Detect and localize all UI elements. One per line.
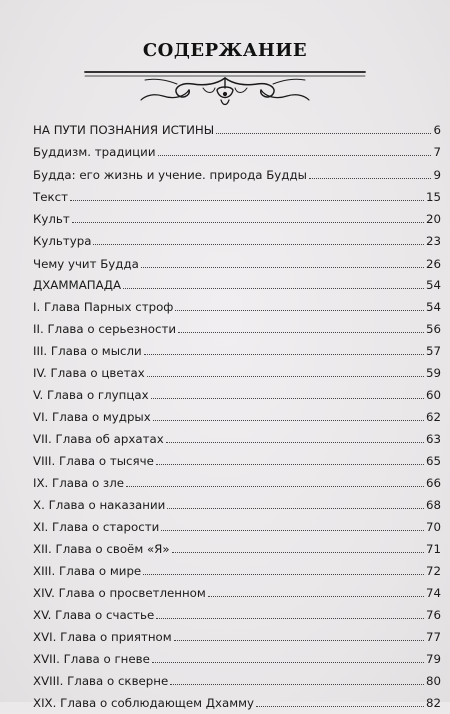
dot-leader: [126, 485, 424, 487]
toc-entry-title: IX. Глава о зле: [33, 476, 124, 490]
dot-leader: [123, 287, 424, 289]
toc-entry-page: 9: [433, 167, 441, 182]
dot-leader: [309, 177, 432, 179]
toc-entry-page: 15: [425, 189, 441, 204]
toc-entry: [33, 340, 441, 362]
toc-entry-title: XVII. Глава о гневе: [33, 652, 150, 666]
toc-entry-title: XII. Глава о своём «Я»: [33, 542, 170, 556]
toc-entry-title: Культура: [33, 234, 92, 249]
toc-entry-page: 6: [433, 123, 441, 137]
toc-entry: [33, 648, 441, 670]
toc-section-intro: [33, 119, 441, 275]
toc-entry: [33, 626, 441, 648]
dot-leader: [156, 463, 424, 465]
toc-entry-page: 76: [425, 608, 441, 622]
dot-leader: [156, 617, 424, 619]
toc-entry-page: 56: [425, 322, 441, 336]
dot-leader: [216, 132, 431, 134]
dot-leader: [141, 266, 424, 268]
toc-entry: [33, 560, 441, 582]
toc-entry: [33, 604, 441, 626]
toc-entry-title: XIX. Глава о соблюдающем Дхамму: [33, 696, 254, 710]
toc-entry-page: 79: [425, 652, 441, 666]
dot-leader: [144, 353, 424, 355]
toc-entry-title: III. Глава о мысли: [33, 344, 142, 358]
dot-leader: [70, 199, 424, 201]
dot-leader: [151, 397, 424, 399]
toc-entry-title: IV. Глава о цветах: [33, 366, 145, 380]
toc-entry: [33, 141, 441, 163]
toc-entry-page: 72: [425, 564, 441, 578]
toc-entry-title: V. Глава о глупцах: [33, 388, 149, 402]
toc-entry-page: 23: [425, 234, 441, 249]
toc-entry: [33, 208, 441, 230]
toc-entry-page: 80: [425, 674, 441, 688]
toc-entry: [33, 230, 441, 252]
dot-leader: [178, 331, 424, 333]
toc-entry-page: 74: [425, 586, 441, 600]
toc-entry-title: Буддизм. традиции: [33, 145, 156, 160]
toc-entry-page: 68: [425, 498, 441, 512]
toc-entry-title: Культ: [33, 212, 70, 227]
toc-entry: [33, 362, 441, 384]
toc-entry: [33, 582, 441, 604]
toc-entry-title: XIII. Глава о мире: [33, 564, 142, 578]
toc-entry-title: XVIII. Глава о скверне: [33, 674, 169, 688]
ornament-divider-icon: [85, 66, 365, 110]
dot-leader: [174, 639, 424, 641]
toc-entry: [33, 296, 441, 318]
toc-entry-title: Будда: его жизнь и учение. природа Будды: [33, 167, 307, 182]
dot-leader: [256, 705, 424, 707]
toc-entry-page: 7: [433, 145, 441, 160]
toc-entry: [33, 692, 441, 714]
page-title: СОДЕРЖАНИЕ: [142, 40, 308, 61]
toc-entry-page: 77: [425, 630, 441, 644]
dot-leader: [152, 661, 424, 663]
toc-entry: [33, 318, 441, 340]
dot-leader: [175, 309, 424, 311]
toc-entry: [33, 119, 441, 141]
dot-leader: [153, 419, 424, 421]
dot-leader: [161, 529, 424, 531]
toc-entry-page: 82: [425, 696, 441, 710]
toc-entry-title: XIV. Глава о просветленном: [33, 586, 206, 600]
toc-section-dhammapada: [33, 274, 441, 714]
toc-entry-title: VII. Глава об архатах: [33, 432, 164, 446]
toc-entry-title: XI. Глава о старости: [33, 520, 160, 534]
toc-entry: [33, 274, 441, 296]
dot-leader: [172, 551, 424, 553]
toc-entry: [33, 450, 441, 472]
dot-leader: [158, 154, 432, 156]
toc-entry: [33, 164, 441, 186]
toc-entry: [33, 494, 441, 516]
toc-entry-page: 71: [425, 542, 441, 556]
toc-entry-page: 60: [425, 388, 441, 402]
toc-entry-page: 26: [425, 256, 441, 271]
toc-entry-title: Текст: [33, 189, 68, 204]
toc-entry-page: 20: [425, 212, 441, 227]
toc-entry: [33, 253, 441, 275]
toc-entry-page: 54: [425, 278, 441, 292]
toc-entry-title: VIII. Глава о тысяче: [33, 454, 154, 468]
toc-entry: [33, 384, 441, 406]
toc-entry: [33, 670, 441, 692]
dot-leader: [170, 683, 424, 685]
toc-entry-title: ДХАММАПАДА: [33, 278, 122, 292]
toc-entry-title: Чему учит Будда: [33, 256, 139, 271]
toc-entry-page: 63: [425, 432, 441, 446]
toc-entry-title: II. Глава о серьезности: [33, 322, 176, 336]
toc-entry-page: 57: [425, 344, 441, 358]
toc-entry: [33, 538, 441, 560]
toc-entry-title: XVI. Глава о приятном: [33, 630, 172, 644]
toc-entry-page: 66: [425, 476, 441, 490]
toc-entry: [33, 406, 441, 428]
toc-entry: [33, 428, 441, 450]
dot-leader: [143, 573, 424, 575]
toc-entry-title: I. Глава Парных строф: [33, 300, 174, 314]
toc-entry-page: 62: [425, 410, 441, 424]
toc-entry-page: 54: [425, 300, 441, 314]
toc-entry: [33, 472, 441, 494]
toc-entry-title: VI. Глава о мудрых: [33, 410, 151, 424]
toc-entry: [33, 186, 441, 208]
dot-leader: [166, 441, 424, 443]
dot-leader: [167, 507, 424, 509]
toc-entry-title: НА ПУТИ ПОЗНАНИЯ ИСТИНЫ: [33, 123, 215, 137]
dot-leader: [208, 595, 424, 597]
toc-entry-page: 65: [425, 454, 441, 468]
dot-leader: [72, 221, 424, 223]
dot-leader: [147, 375, 424, 377]
toc-entry-title: XV. Глава о счастье: [33, 608, 155, 622]
toc-entry-page: 59: [425, 366, 441, 380]
toc-entry-title: X. Глава о наказании: [33, 498, 166, 512]
toc-entry: [33, 516, 441, 538]
toc-entry-page: 70: [425, 520, 441, 534]
dot-leader: [93, 243, 424, 245]
